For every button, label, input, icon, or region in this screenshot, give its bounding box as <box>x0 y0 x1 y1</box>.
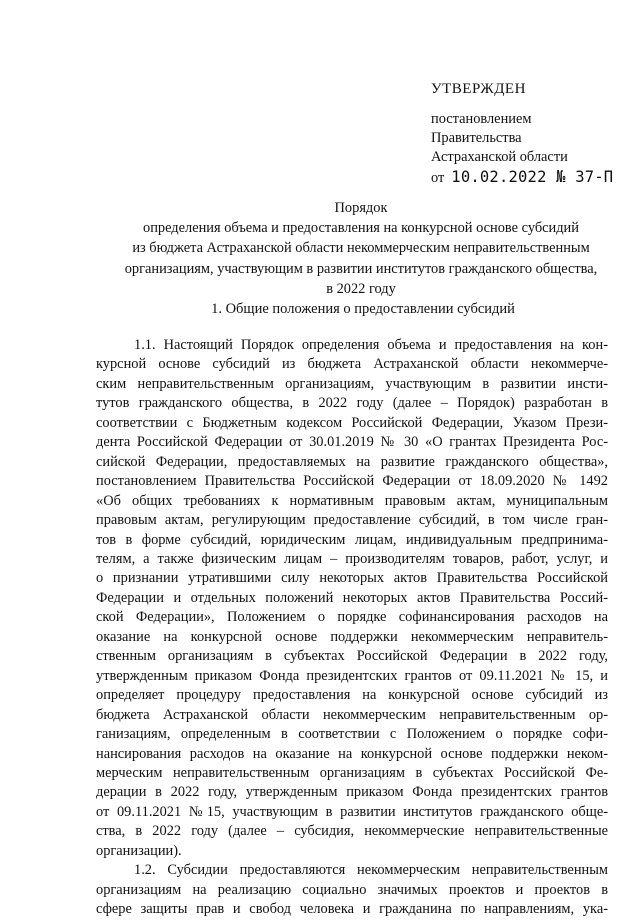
paragraph-line: курсной основе субсидий из бюджета Астраханской области некоммерче- <box>96 356 608 373</box>
title-line: в 2022 году <box>326 280 396 297</box>
approval-line: Астраханской области <box>431 149 568 165</box>
paragraph-line: бюджета Астраханской области некоммерческим неправительственным ор- <box>96 706 608 723</box>
paragraph-line: правовым актам, регулирующим предоставление субсидий, в том числе гран- <box>96 512 608 529</box>
paragraph-line: ганизациям, определенным в соответствии с Положением о порядке софи- <box>96 726 608 743</box>
paragraph-line: 1.2. Субсидии предоставляются некоммерческим неправительственным <box>134 862 608 879</box>
paragraph-line: соответствии с Бюджетным кодексом Российской Федерации, Указом Прези- <box>96 414 608 431</box>
paragraph-line: Федерации и отдельных положений некоторых актов Правительства Россий- <box>96 589 608 606</box>
paragraph-line: «Об общих требованиях к нормативным правовым актам, муниципальным <box>96 492 608 509</box>
paragraph-line: постановлением Правительства Российской Федерации от 18.09.2020 № 1492 <box>96 473 608 490</box>
approval-block <box>431 80 631 188</box>
paragraph-line: от 09.11.2021 №15, участвующим в развитии институтов гражданского обще- <box>96 803 608 820</box>
paragraph-line: определяет процедуру предоставления на конкурсной основе субсидий из <box>96 687 608 704</box>
paragraph-line: нансирования расходов на оказание на конкурсной основе поддержки неком- <box>96 745 608 762</box>
approval-line: постановлением <box>431 111 532 127</box>
approval-handwritten-date: 10.02.2022 № 37-П <box>451 167 614 187</box>
paragraph-line: утвержденным приказом Фонда президентских грантов от 09.11.2021 № 15, и <box>96 667 608 684</box>
paragraph-line: ской Федерации», Положением о порядке софинансирования расходов на <box>96 609 608 626</box>
title-line: из бюджета Астраханской области некоммерческим неправительственным <box>132 240 590 257</box>
title-line: организациям, участвующим в развитии институтов гражданского общества, <box>124 260 598 277</box>
document-title <box>96 198 626 299</box>
title-word: Порядок <box>334 200 388 216</box>
title-line: определения объема и предоставления на конкурсной основе субсидий <box>143 220 579 237</box>
section-heading: 1. Общие положения о предоставлении субсидий <box>211 301 515 317</box>
paragraph-line: тутов гражданского общества, в 2022 году (далее – Порядок) разработан в <box>96 395 608 412</box>
paragraph-line: о признании утратившими силу некоторых актов Правительства Российской <box>96 570 608 587</box>
paragraph-line: тов в форме субсидий, юридическим лицам, индивидуальным предпринима- <box>96 531 608 548</box>
paragraph-line: ским неправительственным организациям, участвующим в развитии инсти- <box>96 375 608 392</box>
paragraph-line: ственным организациям в субъектах Российской Федерации в 2022 году, <box>96 648 608 665</box>
paragraph-line: сфере защиты прав и свобод человека и гражданина по направлениям, ука- <box>96 901 608 918</box>
paragraph-line: сийской Федерации, предоставляемых на развитие гражданского общества», <box>96 453 608 470</box>
approval-date-prefix: от <box>431 170 445 186</box>
paragraph-line: дента Российской Федерации от 30.01.2019 № 30 «О грантах Президента Рос- <box>96 434 608 451</box>
paragraph-line: дерации в 2022 году, утвержденным приказом Фонда президентских грантов <box>96 784 608 801</box>
paragraph-line: 1.1. Настоящий Порядок определения объема и предоставления на кон- <box>134 337 608 353</box>
approval-date-line <box>431 168 631 188</box>
paragraph-line: оказание на конкурсной основе поддержки некоммерческим неправитель- <box>96 628 608 645</box>
approval-heading: УТВЕРЖДЕН <box>431 81 526 97</box>
paragraph-line: организации). <box>96 842 182 859</box>
approval-line: Правительства <box>431 130 522 146</box>
paragraph-line: мерческим неправительственным организациям в субъектах Российской Фе- <box>96 764 608 781</box>
document-body <box>96 336 608 920</box>
paragraph-line: телям, а также физическим лицам – производителям товаров, работ, услуг, и <box>96 550 608 567</box>
paragraph-line: ства, в 2022 году (далее – субсидия, некоммерческие неправительственные <box>96 823 608 840</box>
paragraph-line: организациям на реализацию социально значимых проектов и проектов в <box>96 881 608 898</box>
